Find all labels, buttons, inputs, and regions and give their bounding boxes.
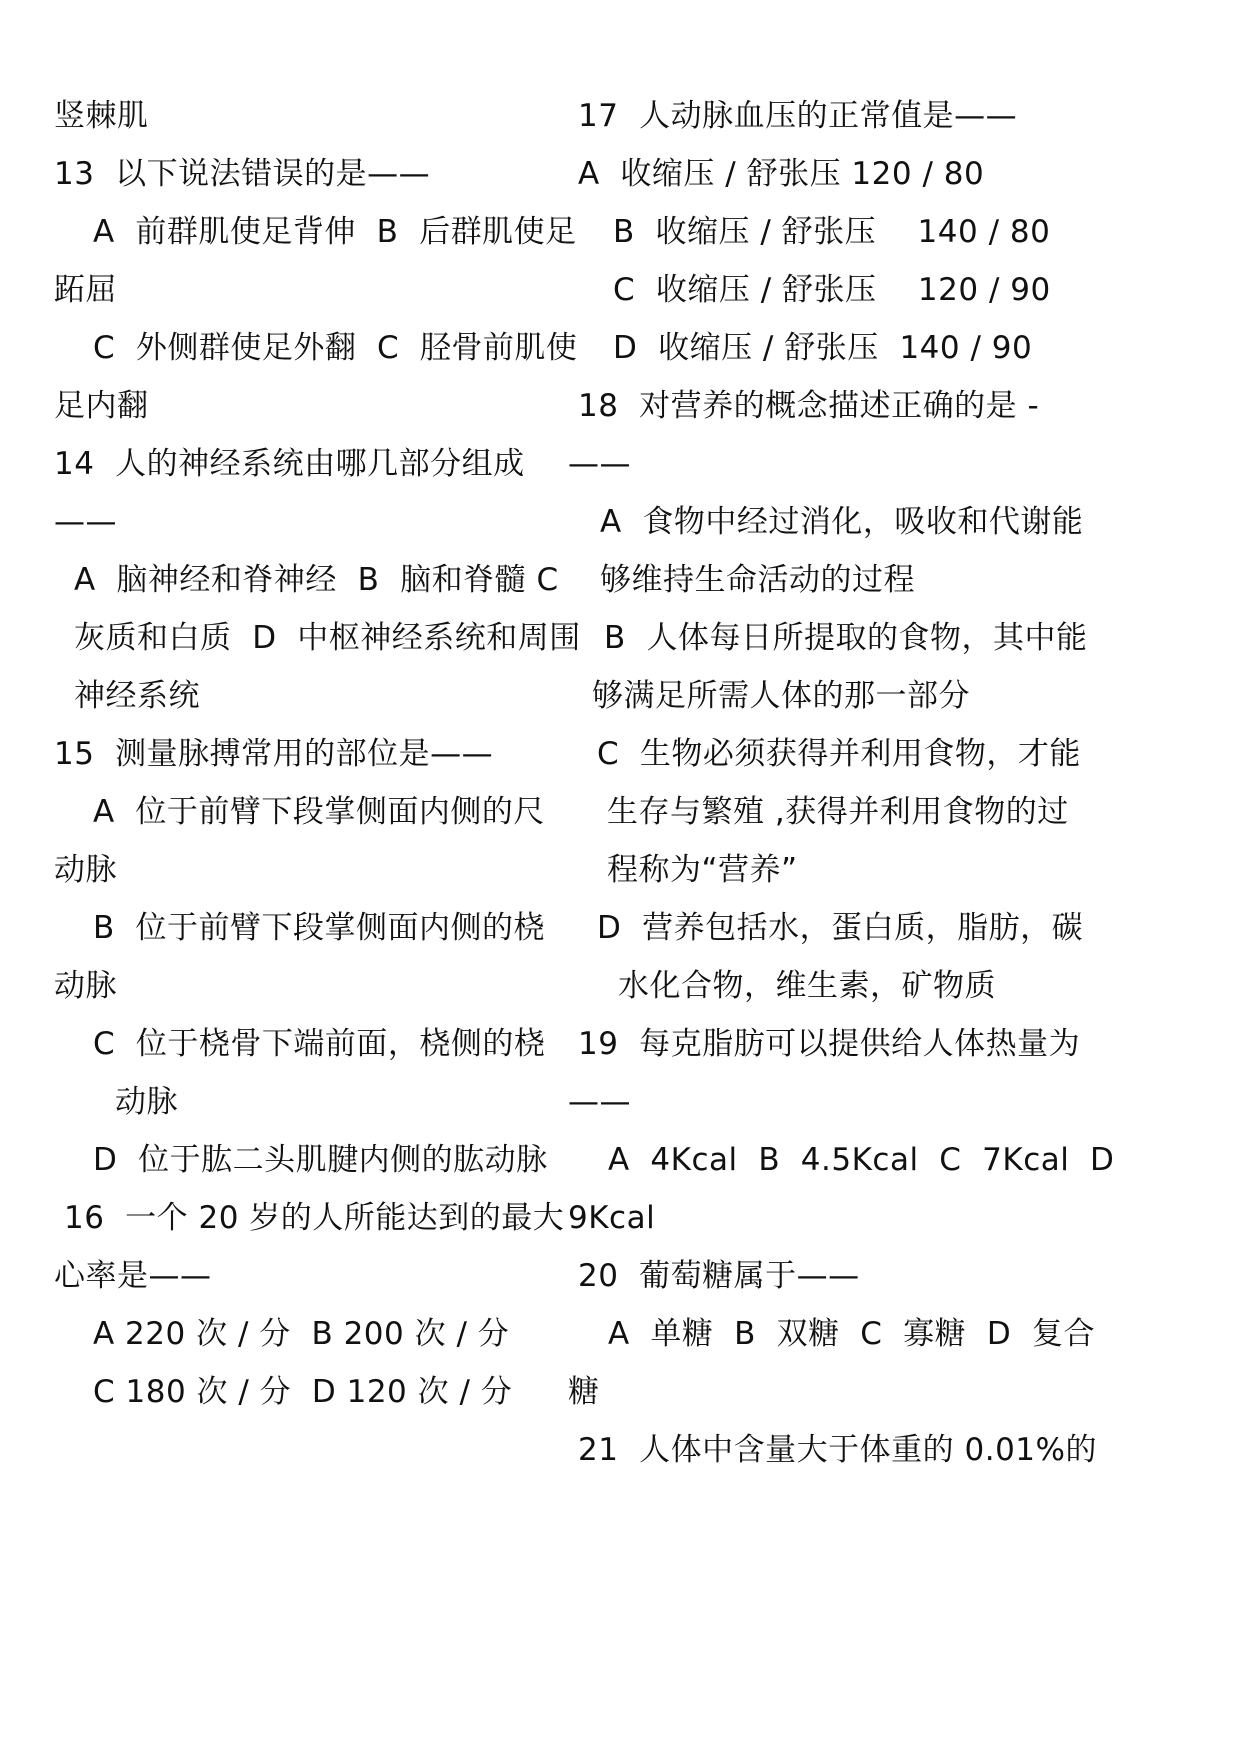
- text-line: 动脉: [54, 852, 117, 888]
- text-line: ——: [54, 504, 117, 540]
- question-13: 13 以下说法错误的是——: [54, 156, 431, 192]
- text-line: 糖: [568, 1374, 600, 1410]
- text-line: 灰质和白质 D 中枢神经系统和周围: [74, 620, 581, 656]
- text-line: A 4Kcal B 4.5Kcal C 7Kcal D: [608, 1142, 1115, 1178]
- text-line: 9Kcal: [568, 1200, 656, 1236]
- text-line: 动脉: [115, 1084, 178, 1120]
- text-line: 竖棘肌: [54, 98, 149, 134]
- text-line: ——: [568, 1084, 631, 1120]
- text-line: A 位于前臂下段掌侧面内侧的尺: [93, 794, 545, 830]
- text-line: 够维持生命活动的过程: [600, 562, 915, 598]
- text-line: A 220 次 / 分 B 200 次 / 分: [93, 1316, 510, 1352]
- text-line: 水化合物，维生素，矿物质: [618, 968, 996, 1004]
- question-16: 16 一个 20 岁的人所能达到的最大: [64, 1200, 565, 1236]
- text-line: D 位于肱二头肌腱内侧的肱动脉: [93, 1142, 548, 1178]
- question-17: 17 人动脉血压的正常值是——: [578, 98, 1018, 134]
- text-line: A 前群肌使足背伸 B 后群肌使足: [93, 214, 577, 250]
- question-15: 15 测量脉搏常用的部位是——: [54, 736, 494, 772]
- text-line: 跖屈: [54, 272, 117, 308]
- text-line: ——: [568, 446, 631, 482]
- text-line: 神经系统: [74, 678, 200, 714]
- text-line: 动脉: [54, 968, 117, 1004]
- text-line: C 收缩压 / 舒张压 120 / 90: [613, 272, 1051, 308]
- text-line: A 食物中经过消化，吸收和代谢能: [600, 504, 1084, 540]
- text-line: 足内翻: [54, 388, 149, 424]
- text-line: A 单糖 B 双糖 C 寡糖 D 复合: [608, 1316, 1095, 1352]
- text-line: 生存与繁殖 ,获得并利用食物的过: [607, 794, 1069, 830]
- question-18: 18 对营养的概念描述正确的是 -: [578, 388, 1040, 424]
- text-line: 够满足所需人体的那一部分: [592, 678, 970, 714]
- text-line: B 人体每日所提取的食物，其中能: [604, 620, 1088, 656]
- text-line: A 收缩压 / 舒张压 120 / 80: [578, 156, 985, 192]
- text-line: C 位于桡骨下端前面，桡侧的桡: [93, 1026, 546, 1062]
- text-line: B 位于前臂下段掌侧面内侧的桡: [93, 910, 545, 946]
- text-line: D 收缩压 / 舒张压 140 / 90: [613, 330, 1033, 366]
- question-19: 19 每克脂肪可以提供给人体热量为: [578, 1026, 1081, 1062]
- text-line: D 营养包括水，蛋白质，脂肪，碳: [597, 910, 1084, 946]
- question-21: 21 人体中含量大于体重的 0.01%的: [578, 1432, 1097, 1468]
- question-20: 20 葡萄糖属于——: [578, 1258, 860, 1294]
- text-line: 程称为“营养”: [607, 852, 798, 888]
- text-line: A 脑神经和脊神经 B 脑和脊髓 C: [74, 562, 559, 598]
- text-line: C 外侧群使足外翻 C 胫骨前肌使: [93, 330, 578, 366]
- text-line: C 180 次 / 分 D 120 次 / 分: [93, 1374, 513, 1410]
- text-line: B 收缩压 / 舒张压 140 / 80: [613, 214, 1051, 250]
- question-14: 14 人的神经系统由哪几部分组成: [54, 446, 525, 482]
- text-line: C 生物必须获得并利用食物，才能: [597, 736, 1081, 772]
- text-line: 心率是——: [54, 1258, 212, 1294]
